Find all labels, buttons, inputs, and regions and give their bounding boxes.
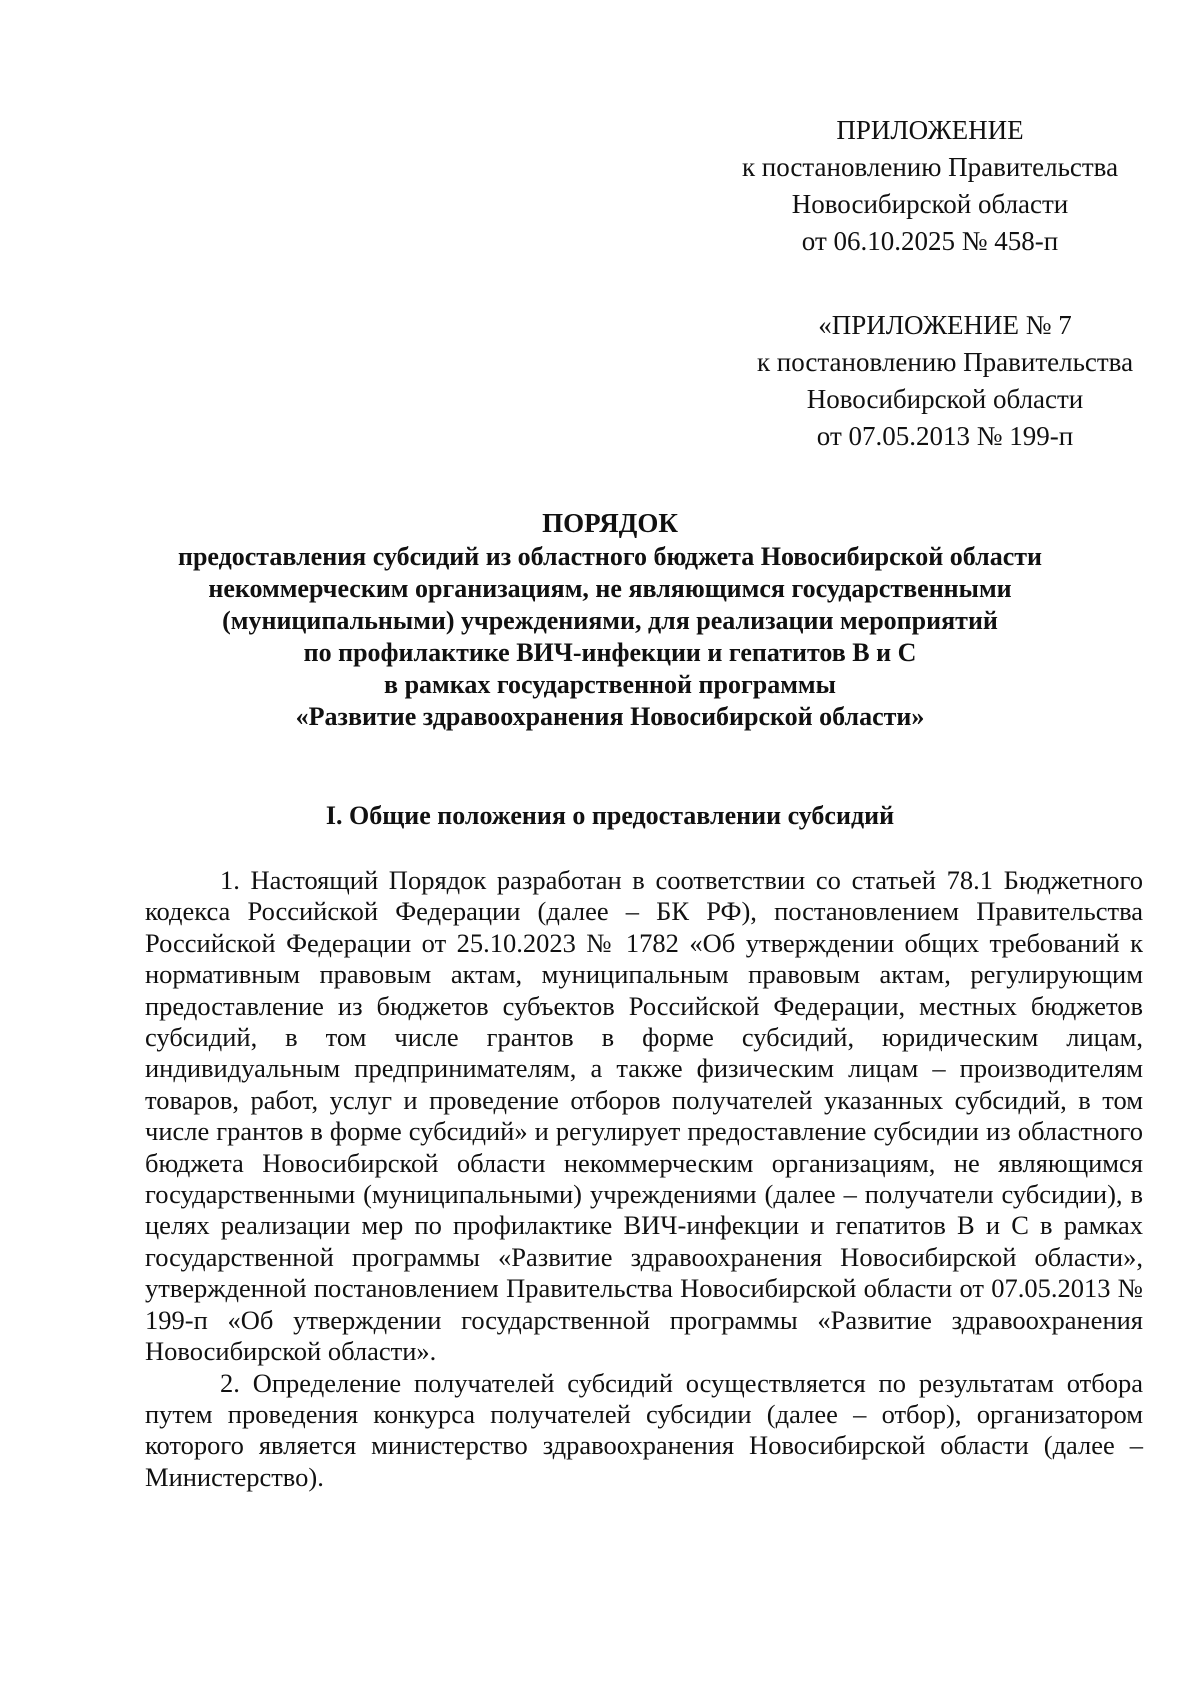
paragraph: 2. Определение получателей субсидий осуществляется по результатам отбора путем проведения конкурса получателей субсидии (далее – отбор), организатором которого является министерство здравоохранения Новосибирской области (далее – Министерство).: [145, 1367, 1143, 1492]
appendix-7-date-number: от 07.05.2013 № 199-п: [816, 421, 1074, 451]
section-body: [145, 865, 1143, 1493]
document-title: ПОРЯДОК: [542, 508, 678, 538]
appendix-7-label: «ПРИЛОЖЕНИЕ № 7: [818, 310, 1072, 340]
paragraph: 1. Настоящий Порядок разработан в соответствии со статьей 78.1 Бюджетного кодекса Российской Федерации (далее – БК РФ), постановлением Правительства Российской Федерации от 25.10.2023 № 1782 «Об утверждении общих требований к нормативным правовым актам, муниципальным правовым актам, регулирующим предоставление из бюджетов субъектов Российской Федерации, местных бюджетов субсидий, в том числе грантов в форме субсидий, юридическим лицам, индивидуальным предпринимателям, а также физическим лицам – производителям товаров, работ, услуг и проведение отборов получателей указанных субсидий, в том числе грантов в форме субсидий» и регулирует предоставление субсидии из областного бюджета Новосибирской области некоммерческим организациям, не являющимся государственными (муниципальными) учреждениями (далее – получатели субсидии), в целях реализации мер по профилактике ВИЧ-инфекции и гепатитов В и С в рамках государственной программы «Развитие здравоохранения Новосибирской области», утвержденной постановлением Правительства Новосибирской области от 07.05.2013 № 199-п «Об утверждении государственной программы «Развитие здравоохранения Новосибирской области».: [145, 865, 1143, 1367]
appendix-7-header: [735, 307, 1155, 455]
document-subtitle-line: некоммерческим организациям, не являющимся государственными: [208, 574, 1012, 603]
appendix-resolution-ref: к постановлению Правительства: [741, 152, 1119, 182]
document-title-block: [130, 507, 1090, 733]
document-subtitle-line: в рамках государственной программы: [384, 670, 836, 699]
appendix-7-resolution-ref: к постановлению Правительства: [756, 347, 1134, 377]
appendix-date-number: от 06.10.2025 № 458-п: [801, 226, 1059, 256]
document-subtitle-line: предоставления субсидий из областного бюджета Новосибирской области: [177, 542, 1043, 571]
appendix-7-region: Новосибирской области: [806, 384, 1084, 414]
appendix-label: ПРИЛОЖЕНИЕ: [836, 115, 1024, 145]
document-subtitle-line: (муниципальными) учреждениями, для реализации мероприятий: [222, 606, 998, 635]
section-heading: I. Общие положения о предоставлении субсидий: [325, 801, 895, 830]
document-subtitle-line: по профилактике ВИЧ-инфекции и гепатитов В и С: [303, 638, 917, 667]
appendix-region: Новосибирской области: [791, 189, 1069, 219]
document-subtitle-line: «Развитие здравоохранения Новосибирской области»: [295, 702, 925, 731]
appendix-header: [720, 112, 1140, 260]
